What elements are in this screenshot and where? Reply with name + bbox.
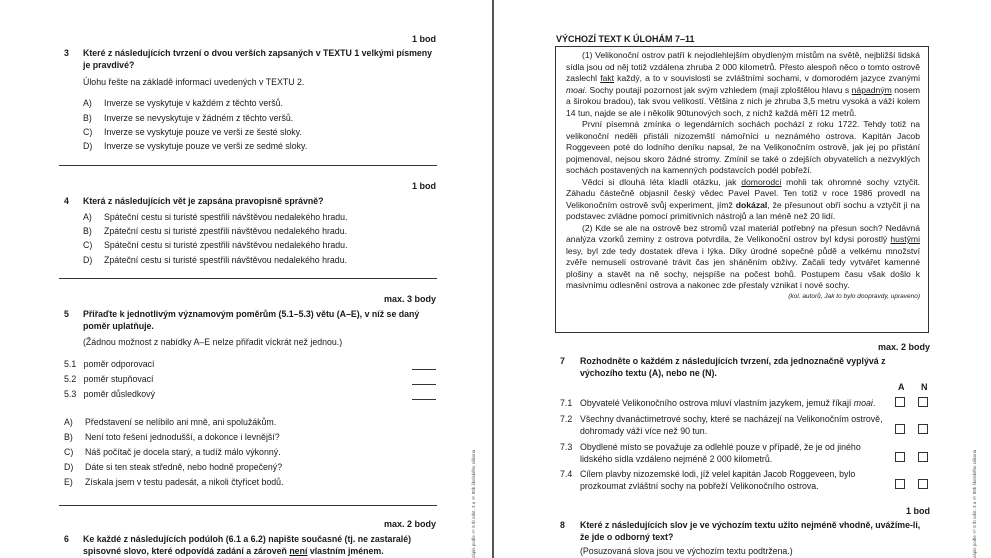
option-letter: A) [83, 212, 92, 222]
item-text: poměr stupňovací [83, 374, 154, 384]
q8-instruction: (Posuzovaná slova jsou ve výchozím textu podtržena.) [580, 546, 793, 556]
item-number: 7.1 [560, 398, 573, 408]
q5-option-b [64, 432, 434, 444]
q6-question-line-2 [83, 546, 438, 558]
text-source-citation: (kol. autorů, Jak to bylo doopravdy, upraveno) [788, 292, 920, 300]
option-text: Není toto řešení jednodušší, a dokonce i levnější? [85, 432, 280, 442]
q7-question: Rozhodněte o každém z následujících tvrzení, zda jednoznačně vyplývá z výchozího textu (A), nebo ne (N). [580, 356, 886, 378]
underlined-word-napadnym: nápadným [851, 84, 892, 95]
option-letter: D) [83, 141, 93, 151]
option-letter: B) [83, 226, 92, 236]
option-text: Spáteční cestu si turisté zpestřili návštěvou nedalekého hradu. [104, 240, 348, 250]
q3-option-d[interactable] [83, 141, 433, 153]
q4-points: 1 bod [412, 181, 436, 191]
bold-word-dokazal: dokázal [735, 199, 768, 210]
q5-instruction: (Žádnou možnost z nabídky A–E nelze přiřadit víckrát než jednou.) [83, 337, 343, 347]
option-text: Dáte si ten steak středně, nebo hodně propečený? [85, 462, 283, 472]
q7-number: 7 [560, 356, 565, 366]
text-paragraph-3 [566, 177, 920, 223]
option-text: Inverze se vyskytuje pouze ve verši ze sedmé sloky. [104, 141, 308, 151]
q3-option-c[interactable] [83, 127, 433, 139]
option-letter: D) [83, 255, 93, 265]
text-run: (2) Kde se ale na ostrově bez stromů vzal materiál potřebný na přesun soch? Nedávná analýza vzorků zeminy z ostrova potvrdila, že Velikonoční ostrov byl kdysi porostlý [566, 222, 920, 245]
option-letter: B) [83, 113, 92, 123]
q5-option-c [64, 447, 434, 459]
q5-answer-blank-1[interactable] [412, 369, 436, 370]
item-number: 7.3 [560, 442, 573, 452]
q4-option-b[interactable] [83, 226, 433, 238]
q5-option-e [64, 477, 434, 489]
option-text: Inverze se vyskytuje pouze ve verši ze šesté sloky. [104, 127, 302, 137]
underlined-word-hustymi: hustými [890, 234, 920, 245]
option-letter: A) [83, 98, 92, 108]
q3-number: 3 [64, 48, 69, 58]
q6-question-line-1: Ke každé z následujících podúloh (6.1 a 6.2) napište současné (tj. ne zastaralé) [83, 534, 412, 544]
text-run: . [872, 398, 876, 408]
text-run: každý, a to v souvislosti se zvláštními sochami, v domorodém jazyce zvanými [614, 73, 920, 84]
q4-question: Která z následujících vět je zapsána pravopisně správně? [83, 196, 324, 206]
option-letter: C) [83, 127, 93, 137]
option-letter: A) [64, 417, 73, 427]
q5-option-a [64, 417, 434, 429]
q5-question: Přiřaďte k jednotlivým významovým poměrům (5.1–5.3) větu (A–E), v níž se daný poměr uplatňuje. [83, 309, 420, 331]
q7-3-checkbox-a[interactable] [895, 452, 905, 462]
column-header-n: N [921, 382, 928, 392]
source-text-box [555, 46, 929, 333]
q3-points: 1 bod [412, 34, 436, 44]
q7-2-checkbox-a[interactable] [895, 424, 905, 434]
option-letter: D) [64, 462, 74, 472]
item-text: poměr důsledkový [83, 389, 155, 399]
option-text: Zpáteční cestu si turisté spestřili návštěvou nedalekého hradu. [104, 255, 348, 265]
q5-item-3 [64, 389, 436, 401]
text-run: (1) Velikonoční ostrov patří k nejodlehlejším obydleným místům na světě, nejbližší lidská sídla jsou od něj totiž vzdálena zhruba 2 000 kilometrů. Přesto alespoň něco o tomto ostrově zaslechl [566, 50, 920, 84]
q4-option-a[interactable] [83, 212, 433, 224]
item-text: Cílem plavby nizozemské lodi, jíž velel kapitán Jacob Roggeveen, bylo prozkoumat zvláštní sochy na pobřeží Velikonočního ostrova. [580, 469, 856, 491]
option-text: Získala jsem v testu padesát, a nikoli čtyřicet bodů. [85, 477, 284, 487]
item-number: 7.4 [560, 469, 573, 479]
item-text [580, 398, 875, 410]
option-text: Zpáteční cestu si turisté zpestřili návštěvou nedalekého hradu. [104, 226, 348, 236]
right-page [494, 0, 991, 558]
underlined-word-fakt: fakt [600, 73, 615, 84]
q6-points: max. 2 body [383, 519, 436, 529]
q7-2-checkbox-n[interactable] [918, 424, 928, 434]
divider [59, 278, 437, 279]
q5-number: 5 [64, 309, 69, 319]
option-letter: E) [64, 477, 73, 487]
text-run: nosem a širokou bradou), tak svou velikostí. Většina z nich je zhruba 3,5 metru vysoká a váží kolem 14 tun, najde se ale i několik 90tunových soch, z nichž každá měří 12 metrů. [566, 84, 921, 118]
q6-underlined-word: není [289, 546, 308, 556]
q4-number: 4 [64, 196, 69, 206]
q7-item-1 [560, 398, 890, 412]
side-legal-note: zápis podle § 6 tb odst. 3 a § 80b školského zákona [471, 449, 476, 558]
item-text: Všechny dvanáctimetrové sochy, které se nacházejí na Velikonočním ostrově, dohromady váží více než 90 tun. [580, 414, 883, 436]
item-number: 7.2 [560, 414, 573, 424]
text-paragraph-4 [566, 223, 920, 292]
q7-1-checkbox-a[interactable] [895, 397, 905, 407]
item-number: 5.2 [64, 374, 77, 384]
option-letter: C) [64, 447, 74, 457]
text-run: , že přesunout obří sochu a vztyčit ji na podstavec zvládne pomocí primitivních nástrojů a lan méně než 20 lidí. [566, 199, 920, 222]
column-header-a: A [898, 382, 905, 392]
q3-option-b[interactable] [83, 113, 433, 125]
q6-question-text: spisovné slovo, které odpovídá zadání a zároveň [83, 546, 290, 556]
italic-word-moai: moai [566, 84, 585, 95]
q5-answer-blank-3[interactable] [412, 399, 436, 400]
q5-answer-blank-2[interactable] [412, 384, 436, 385]
q3-question: Které z následujících tvrzení o dvou verších zapsaných v TEXTU 1 velkými písmeny je pravdivé? [83, 48, 433, 70]
q6-question-end: vlastním jménem. [307, 546, 384, 556]
text-run: lesy, byl zde tedy dostatek dřeva i lýka. Díky úrodné sopečné půdě a velkému množství zvěře nemuseli ostrované trávit čas jen sháněním obživy. Začali tedy vytvářet kamenné plošiny a stavět na ně sochy, nejspíše na počest bohů. Postupem času však došlo k masivnímu odlesnění ostrova a nakonec zde přestaly vznikat i nové sochy. [566, 245, 920, 291]
text-run: Vědci si dlouhá léta kladli otázku, jak [582, 176, 742, 187]
option-text: Inverze se vyskytuje v každém z těchto veršů. [104, 98, 283, 108]
q5-item-2 [64, 374, 436, 386]
q3-instruction: Úlohu řešte na základě informací uvedených v TEXTU 2. [83, 77, 305, 87]
q6-number: 6 [64, 534, 69, 544]
option-text: Náš počítač je docela starý, a tudíž málo výkonný. [85, 447, 281, 457]
q7-1-checkbox-n[interactable] [918, 397, 928, 407]
italic-word-moai: moai [853, 398, 873, 408]
item-number: 5.1 [64, 359, 77, 369]
q7-item-3 [560, 442, 890, 468]
text-run: mohli tak ohromné sochy vztyčit. Záhadu částečně objasnil český vědec Pavel Pavel. Ten totiž v roce 1986 provedl na Velikonočním ostrově svůj experiment, jímž [566, 176, 920, 210]
q8-points: 1 bod [906, 506, 930, 516]
left-page [0, 0, 492, 558]
q3-option-a[interactable] [83, 98, 433, 110]
option-text: Spáteční cestu si turisté spestřili návštěvou nedalekého hradu. [104, 212, 348, 222]
q8-question: Které z následujících slov je ve výchozím textu užito nejméně vhodně, uvážíme-li, že jde o odborný text? [580, 520, 921, 542]
q7-4-checkbox-a[interactable] [895, 479, 905, 489]
side-legal-note: zápis podle § 6 tb odst. 3 a § 80b školského zákona [972, 449, 977, 558]
q7-3-checkbox-n[interactable] [918, 452, 928, 462]
text-paragraph-1 [566, 50, 920, 119]
q7-item-2 [560, 414, 890, 440]
q4-option-d[interactable] [83, 255, 433, 267]
option-text: Inverze se nevyskytuje v žádném z těchto veršů. [104, 113, 294, 123]
item-number: 5.3 [64, 389, 77, 399]
option-text: Představení se nelíbilo ani mně, ani spolužákům. [85, 417, 277, 427]
q7-4-checkbox-n[interactable] [918, 479, 928, 489]
q7-item-4 [560, 469, 890, 495]
divider [59, 165, 437, 166]
q5-item-1 [64, 359, 436, 371]
q5-points: max. 3 body [383, 294, 436, 304]
q4-option-c[interactable] [83, 240, 433, 252]
underlined-word-domorodci: domorodci [741, 176, 782, 187]
q8-number: 8 [560, 520, 565, 530]
q5-option-d [64, 462, 434, 474]
text-run: . Sochy poutají pozornost jak svým vzhledem (mají zploštělou hlavu s [584, 84, 852, 95]
option-letter: C) [83, 240, 93, 250]
text-paragraph-2: První písemná zmínka o legendárních sochách pochází z roku 1722. Tehdy totiž na velikonoční neděli přistáli nizozemští námořníci u neznámého ostrova. Kapitán Jacob Roggeveen poté do lodního deníku napsal, že na Velikonočním ostrově, jak jej po přistání pojmenoval, nejsou skoro žádné stromy. Zmínil se také o zdejších obyvatelích a nezvyklých sochách postavených na kamenných podstavcích podél pobřeží. [566, 119, 920, 176]
source-text-heading: VÝCHOZÍ TEXT K ÚLOHÁM 7–11 [556, 34, 695, 44]
item-text: Obydlené místo se považuje za odlehlé pouze v případě, že je od jiného lidského sídla vzdáleno nejméně 2 000 kilometrů. [580, 442, 861, 464]
option-letter: B) [64, 432, 73, 442]
q7-points: max. 2 body [877, 342, 930, 352]
text-run: Obyvatelé Velikonočního ostrova mluví vlastním jazykem, jemuž říkají [580, 398, 854, 408]
divider [59, 505, 437, 506]
item-text: poměr odporovací [83, 359, 155, 369]
